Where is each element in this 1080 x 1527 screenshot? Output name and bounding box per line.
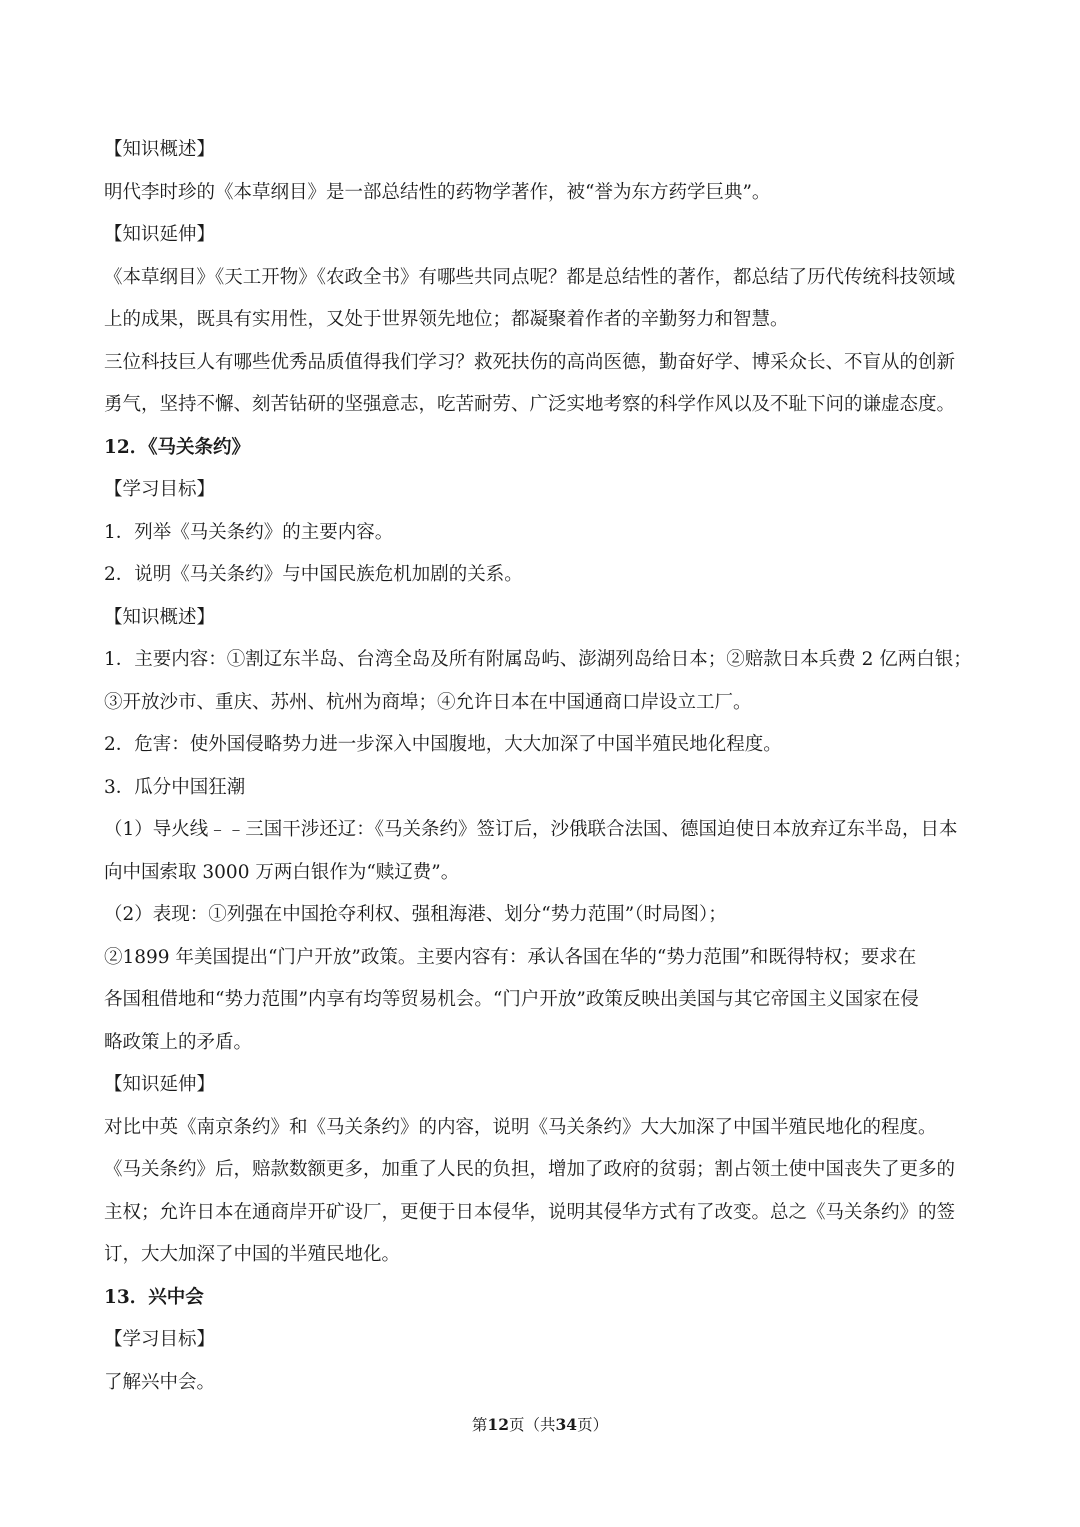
text-line: 【学习目标】 (104, 1329, 216, 1350)
text-line: 2．说明《马关条约》与中国民族危机加剧的关系。 (104, 564, 523, 585)
text-line: 《本草纲目》《天工开物》《农政全书》有哪些共同点呢？都是总结性的著作，都总结了历代传统科技领域 (104, 266, 956, 288)
text-line: 1．主要内容：①割辽东半岛、台湾全岛及所有附属岛屿、澎湖列岛给日本；②赔款日本兵费 2 亿两白银； (104, 649, 972, 670)
text-line: 【知识概述】 (104, 139, 216, 160)
text-line: 上的成果，既具有实用性，又处于世界领先地位；都凝聚着作者的辛勤努力和智慧。 (104, 309, 789, 330)
footer-middle: 页（共 (508, 1416, 556, 1434)
text-line: 【学习目标】 (104, 479, 216, 500)
text-line: ②1899 年美国提出“门户开放”政策。主要内容有：承认各国在华的“势力范围”和既得特权；要求在 (104, 946, 917, 968)
text-line: 3．瓜分中国狂潮 (104, 776, 246, 798)
text-line: 主权；允许日本在通商岸开矿设厂，更便于日本侵华，说明其侵华方式有了改变。总之《马关条约》的签 (104, 1201, 956, 1223)
text-line: 勇气，坚持不懈、刻苦钻研的坚强意志，吃苦耐劳、广泛实地考察的科学作风以及不耻下问的谦虚态度。 (104, 394, 956, 415)
text-line: 了解兴中会。 (104, 1371, 216, 1393)
text-line: 【知识延伸】 (104, 224, 216, 245)
document-body (104, 129, 980, 1404)
footer-total-pages: 34 (555, 1415, 578, 1434)
text-line: 三位科技巨人有哪些优秀品质值得我们学习？救死扶伤的高尚医德，勤奋好学、博采众长、不盲从的创新 (104, 351, 956, 373)
text-line: 《马关条约》后，赔款数额更多，加重了人民的负担，增加了政府的贫弱；割占领土使中国丧失了更多的 (104, 1159, 956, 1180)
text-line: 2．危害：使外国侵略势力进一步深入中国腹地，大大加深了中国半殖民地化程度。 (104, 734, 782, 755)
text-line: 【知识延伸】 (104, 1074, 216, 1095)
text-line: （2）表现：①列强在中国抢夺利权、强租海港、划分“势力范围”（时局图）； (104, 904, 727, 925)
text-line: 略政策上的矛盾。 (104, 1031, 253, 1053)
text-line: 对比中英《南京条约》和《马关条约》的内容，说明《马关条约》大大加深了中国半殖民地化的程度。 (104, 1116, 937, 1138)
section-heading: 12．《马关条约》 (104, 436, 250, 458)
text-line: 各国租借地和“势力范围”内享有均等贸易机会。“门户开放”政策反映出美国与其它帝国主义国家在侵 (104, 989, 919, 1010)
text-line: 明代李时珍的《本草纲目》是一部总结性的药物学著作，被“誉为东方药学巨典”。 (104, 181, 771, 203)
text-line: 订，大大加深了中国的半殖民地化。 (104, 1244, 401, 1265)
page-footer (0, 1413, 1080, 1437)
section-heading: 13．兴中会 (104, 1286, 204, 1308)
text-line: 向中国索取 3000 万两白银作为“赎辽费”。 (104, 861, 460, 883)
footer-suffix: 页） (577, 1416, 609, 1434)
text-line: 【知识概述】 (104, 606, 216, 628)
text-line: （1）导火线﹣﹣三国干涉还辽：《马关条约》签订后，沙俄联合法国、德国迫使日本放弃辽东半岛，日本 (104, 819, 958, 840)
text-line: 1．列举《马关条约》的主要内容。 (104, 521, 394, 543)
text-line: ③开放沙市、重庆、苏州、杭州为商埠；④允许日本在中国通商口岸设立工厂。 (104, 691, 752, 713)
footer-prefix: 第 (471, 1416, 488, 1434)
footer-page-number: 12 (487, 1415, 509, 1434)
